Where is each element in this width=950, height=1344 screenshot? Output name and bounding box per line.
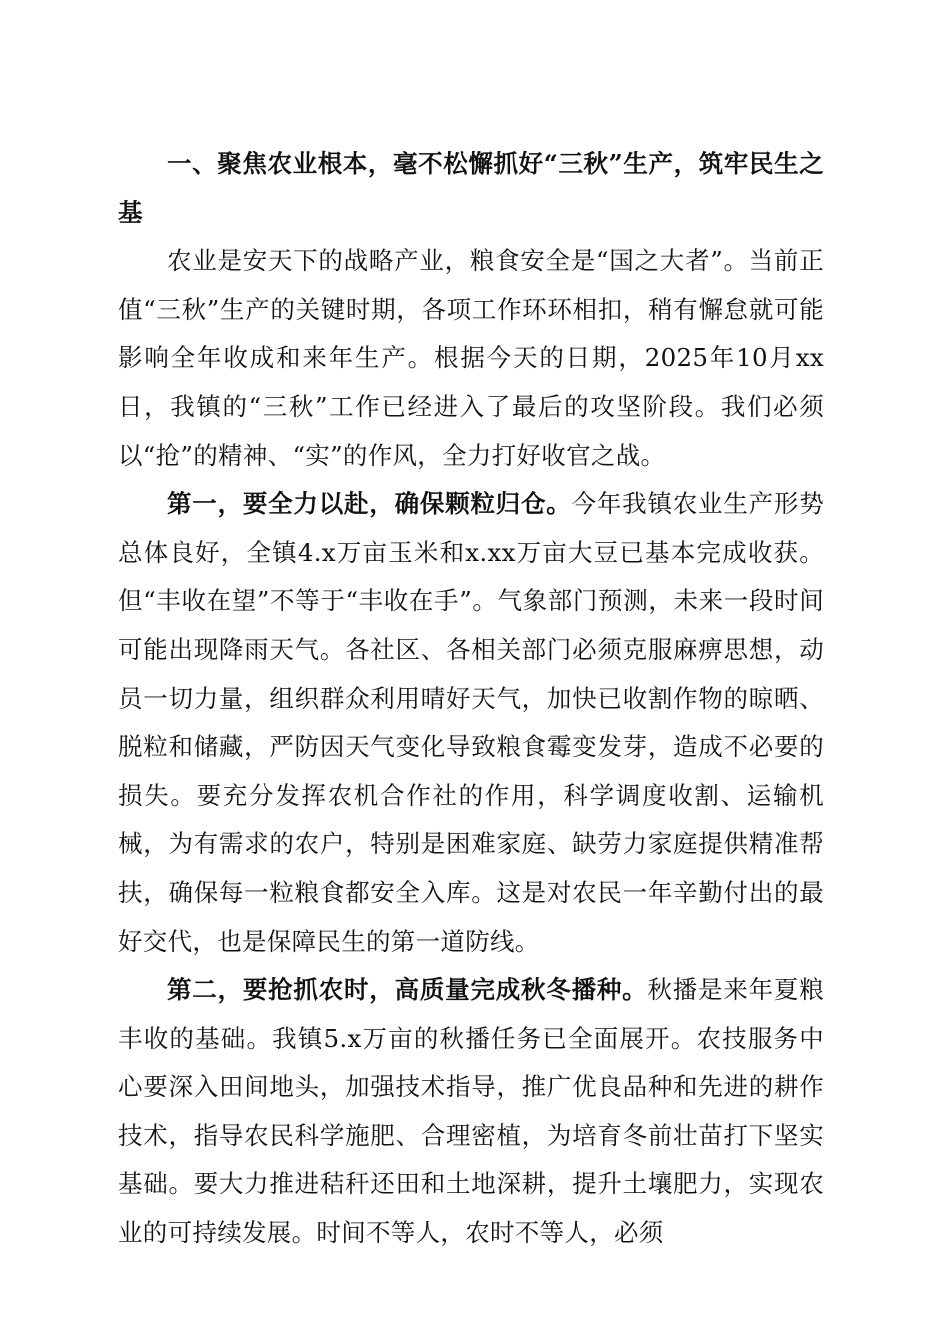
paragraph-intro [118, 237, 824, 480]
paragraph-lead: 第二，要抢抓农时，高质量完成秋冬播种。 [167, 975, 648, 1005]
paragraph-second-point [118, 966, 824, 1258]
paragraph-first-point [118, 480, 824, 966]
paragraph-text: 农业是安天下的战略产业，粮食安全是“国之大者”。当前正值“三秋”生产的关键时期，各项工作环环相扣，稍有懈怠就可能影响全年收成和来年生产。根据今天的日期，2025年10月xx日，我镇的“三秋”工作已经进入了最后的攻坚阶段。我们必须以“抢”的精神、“实”的作风，全力打好收官之战。 [118, 246, 824, 470]
paragraph-text: 今年我镇农业生产形势总体良好，全镇4.x万亩玉米和x.xx万亩大豆已基本完成收获。但“丰收在望”不等于“丰收在手”。气象部门预测，未来一段时间可能出现降雨天气。各社区、各相关部门必须克服麻痹思想，动员一切力量，组织群众利用晴好天气，加快已收割作物的晾晒、脱粒和储藏，严防因天气变化导致粮食霉变发芽，造成不必要的损失。要充分发挥农机合作社的作用，科学调度收割、运输机械，为有需求的农户，特别是困难家庭、缺劳力家庭提供精准帮扶，确保每一粒粮食都安全入库。这是对农民一年辛勤付出的最好交代，也是保障民生的第一道防线。 [118, 489, 824, 956]
paragraph-text: 秋播是来年夏粮丰收的基础。我镇5.x万亩的秋播任务已全面展开。农技服务中心要深入田间地头，加强技术指导，推广优良品种和先进的耕作技术，指导农民科学施肥、合理密植，为培育冬前壮苗打下坚实基础。要大力推进秸秆还田和土地深耕，提升土壤肥力，实现农业的可持续发展。时间不等人，农时不等人，必须 [118, 975, 824, 1248]
section-heading: 一、聚焦农业根本，毫不松懈抓好“三秋”生产，筑牢民生之基 [118, 149, 824, 227]
paragraph-lead: 第一，要全力以赴，确保颗粒归仓。 [167, 489, 572, 519]
document-body [118, 140, 824, 1258]
